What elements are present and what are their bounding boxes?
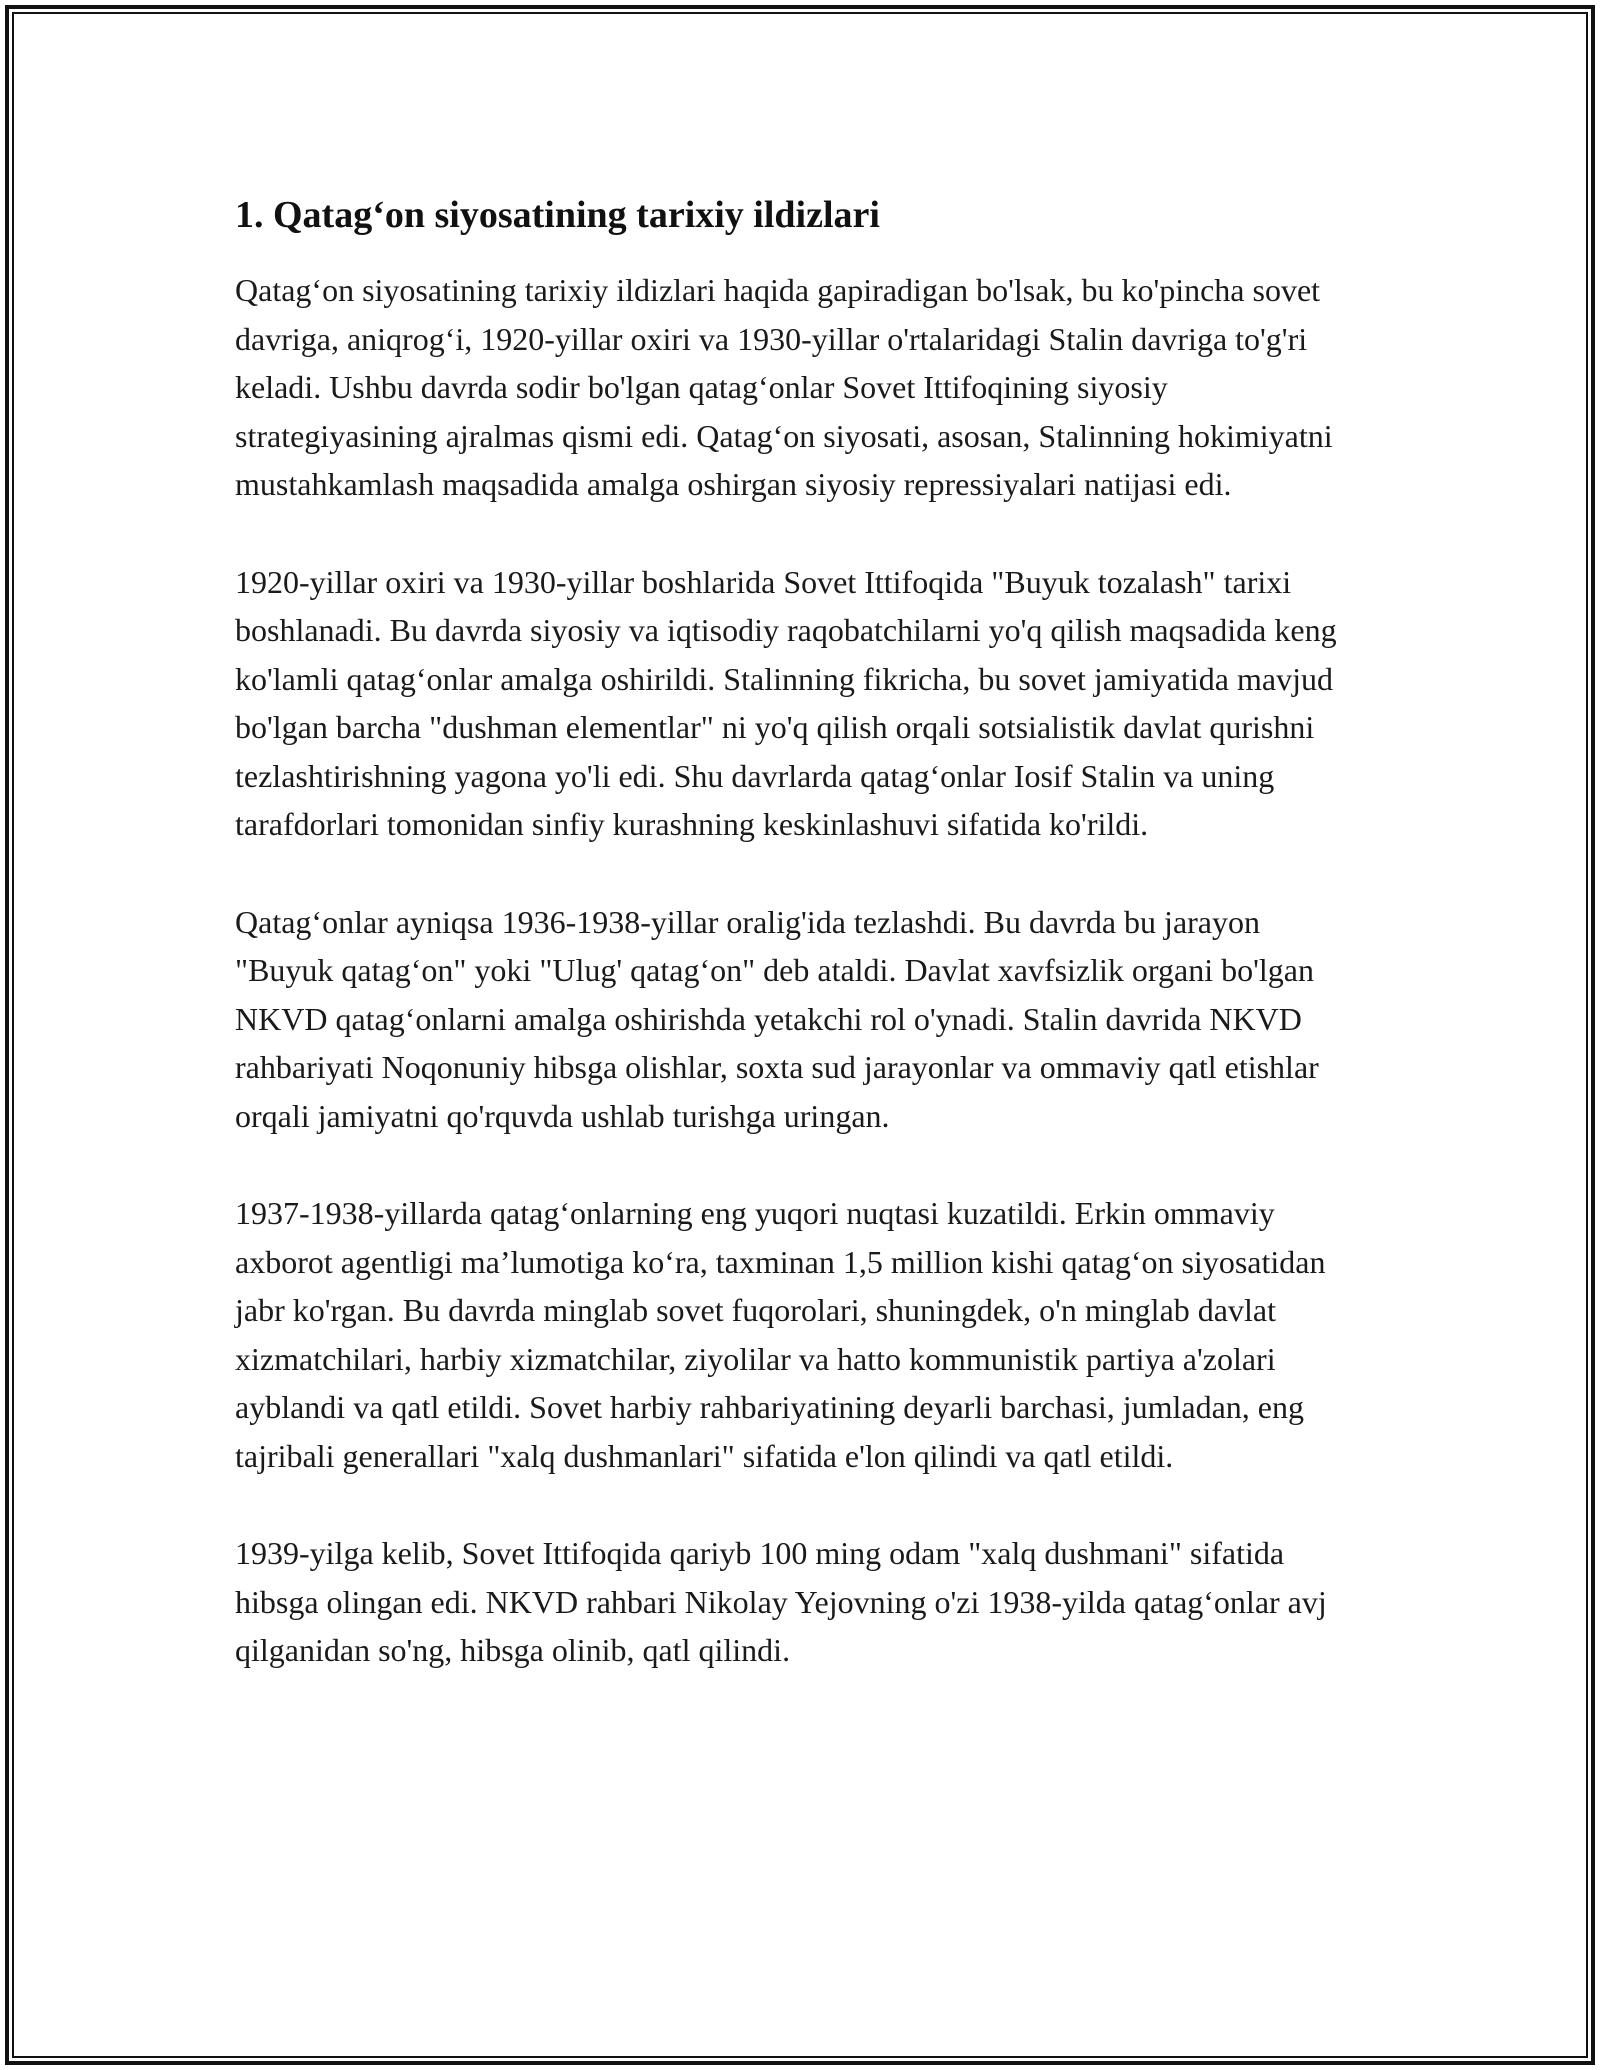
paragraph-2: 1920-yillar oxiri va 1930-yillar boshlarida Sovet Ittifoqida "Buyuk tozalash" tarixi boshlanadi. Bu davrda siyosiy va iqtisodiy raqobatchilarni yo'q qilish maqsadida keng ko'lamli qatag‘onlar amalga oshirildi. Stalinning fikricha, bu sovet jamiyatida mavjud bo'lgan barcha "dushman elementlar" ni yo'q qilish orqali sotsialistik davlat qurishni tezlashtirishning yagona yo'li edi. Shu davrlarda qatag‘onlar Iosif Stalin va uning tarafdorlari tomonidan sinfiy kurashning keskinlashuvi sifatida ko'rildi. (235, 563, 1337, 842)
paragraph-4: 1937-1938-yillarda qatag‘onlarning eng yuqori nuqtasi kuzatildi. Erkin ommaviy axborot agentligi ma’lumotiga ko‘ra, taxminan 1,5 million kishi qatag‘on siyosatidan jabr ko'rgan. Bu davrda minglab sovet fuqorolari, shuningdek, o'n minglab davlat xizmatchilari, harbiy xizmatchilar, ziyolilar va hatto kommunistik partiya a'zolari ayblandi va qatl etildi. Sovet harbiy rahbariyatining deyarli barchasi, jumladan, eng tajribali generallari "xalq dushmanlari" sifatida e'lon qilindi va qatl etildi. (235, 1195, 1326, 1474)
paragraph-1: Qatag‘on siyosatining tarixiy ildizlari haqida gapiradigan bo'lsak, bu ko'pincha sovet davriga, aniqrog‘i, 1920-yillar oxiri va 1930-yillar o'rtalaridagi Stalin davriga to'g'ri keladi. Ushbu davrda sodir bo'lgan qatag‘onlar Sovet Ittifoqining siyosiy strategiyasining ajralmas qismi edi. Qatag‘on siyosati, asosan, Stalinning hokimiyatni mustahkamlash maqsadida amalga oshirgan siyosiy repressiyalari natijasi edi. (235, 272, 1333, 502)
paragraph-5: 1939-yilga kelib, Sovet Ittifoqida qariyb 100 ming odam "xalq dushmani" sifatida hibsga olingan edi. NKVD rahbari Nikolay Yejovning o'zi 1938-yilda qatag‘onlar avj qilganidan so'ng, hibsga olinib, qatl qilindi. (235, 1535, 1327, 1668)
document-body (235, 188, 1365, 1724)
section-heading: 1. Qatag‘on siyosatining tarixiy ildizlari (235, 194, 880, 236)
paragraph-3: Qatag‘onlar ayniqsa 1936-1938-yillar oralig'ida tezlashdi. Bu davrda bu jarayon "Buyuk qatag‘on" yoki "Ulug' qatag‘on" deb ataldi. Davlat xavfsizlik organi bo'lgan NKVD qatag‘onlarni amalga oshirishda yetakchi rol o'ynadi. Stalin davrida NKVD rahbariyati Noqonuniy hibsga olishlar, soxta sud jarayonlar va ommaviy qatl etishlar orqali jamiyatni qo'rquvda ushlab turishga uringan. (235, 903, 1319, 1134)
